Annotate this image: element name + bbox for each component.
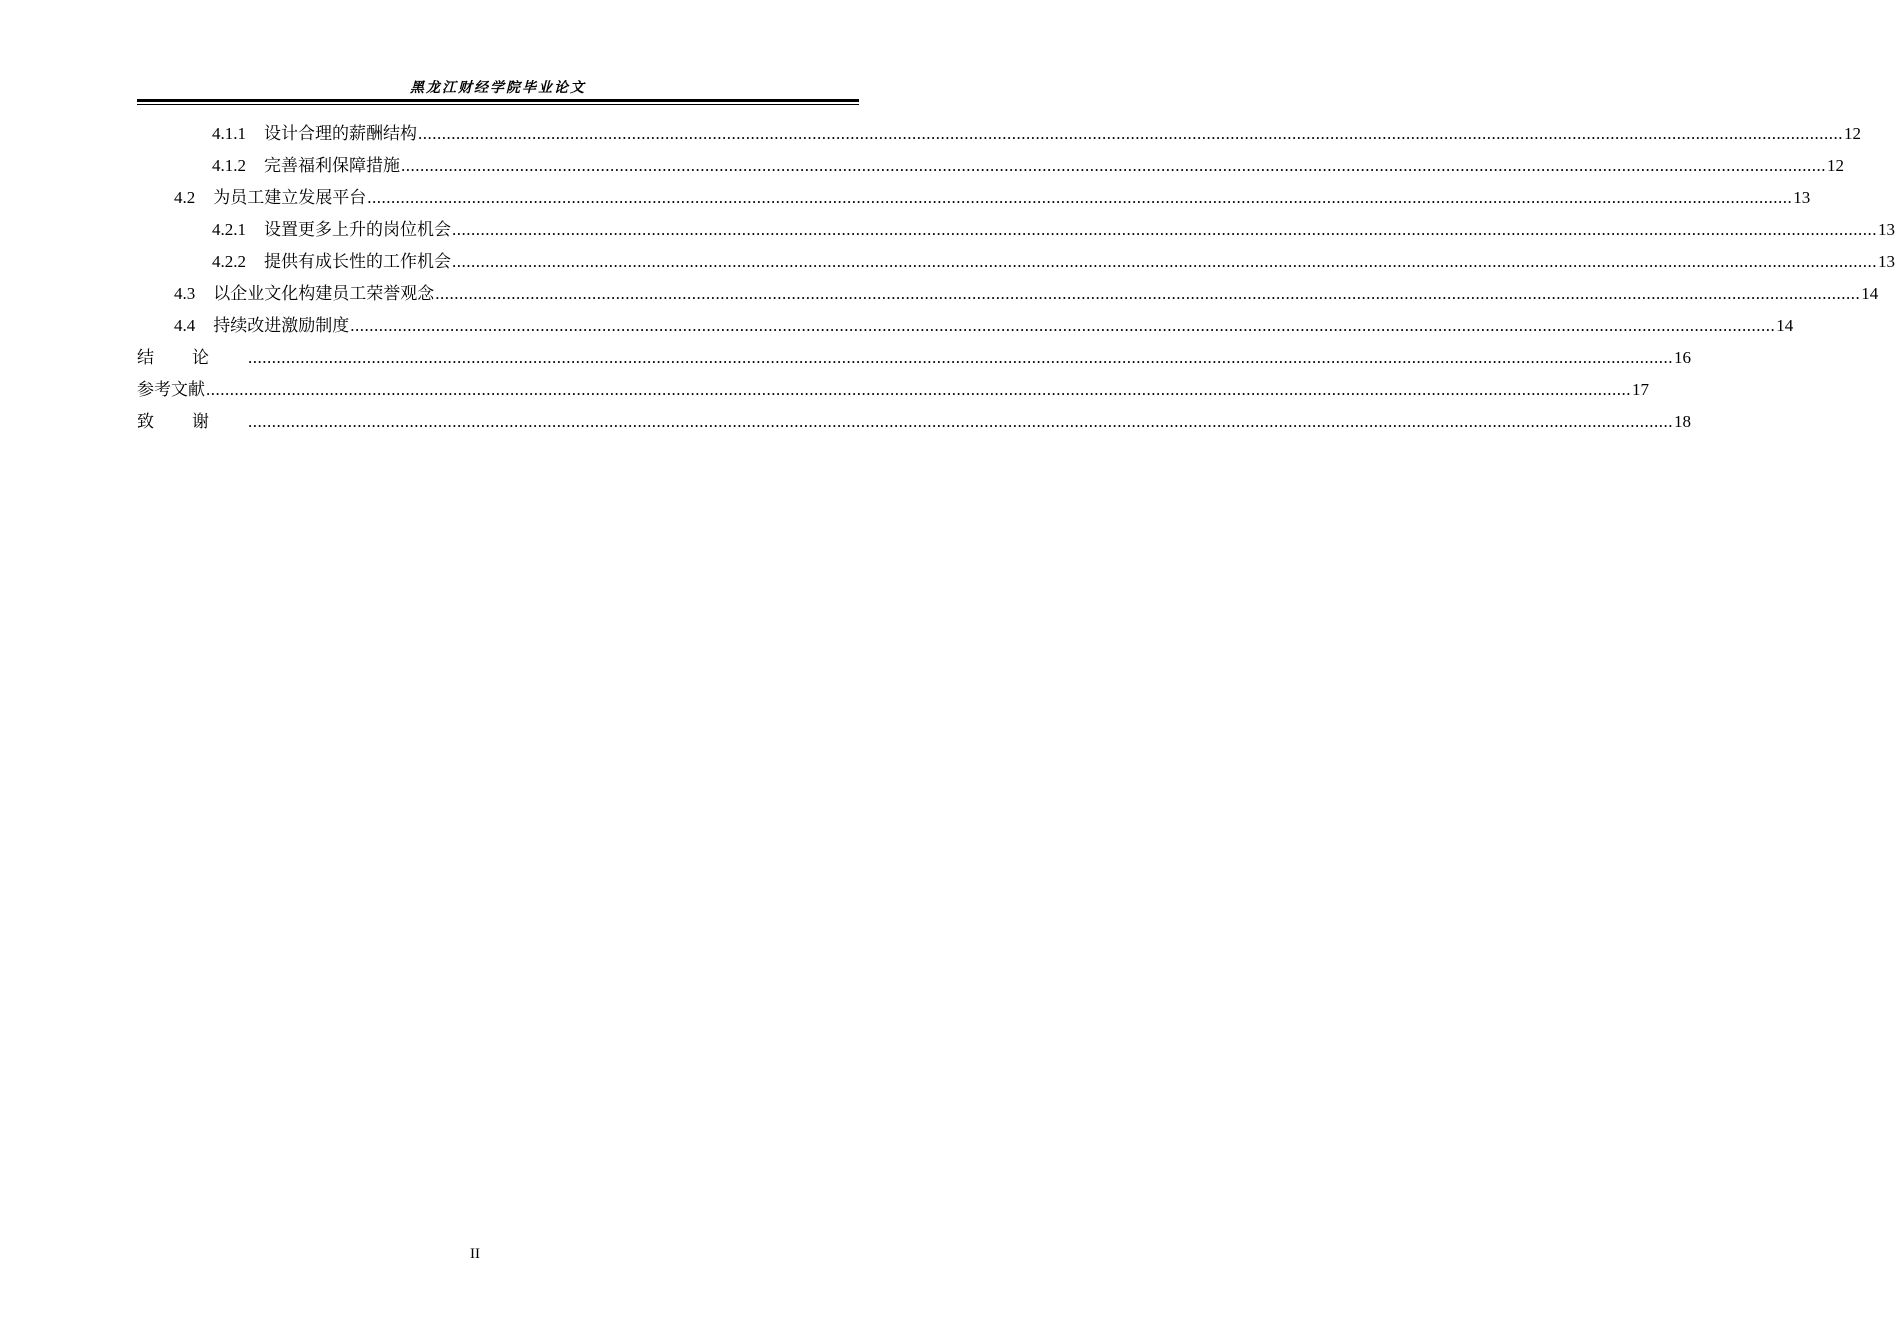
toc-entry-4-2[interactable] bbox=[137, 182, 1811, 214]
toc-entry-page: 13 bbox=[1793, 188, 1811, 207]
toc-entry-title: 设计合理的薪酬结构 bbox=[264, 124, 417, 143]
header-rule-thick bbox=[137, 99, 859, 102]
toc-entry-number: 4.1.1 bbox=[212, 124, 246, 143]
toc-entry-title: 参考文献 bbox=[137, 380, 205, 399]
toc-dot-leader: ............................................................................................................................................................................................................................................................................................................ bbox=[248, 412, 1673, 431]
toc-entry-title: 设置更多上升的岗位机会 bbox=[264, 220, 451, 239]
toc-dot-leader: ............................................................................................................................................................................................................................................................................................................ bbox=[367, 188, 1793, 207]
toc-entry-number: 4.2 bbox=[174, 188, 196, 207]
toc-entry-number: 4.1.2 bbox=[212, 156, 246, 175]
toc-entry-4-4[interactable] bbox=[137, 310, 1794, 342]
toc-entry-number: 4.3 bbox=[174, 284, 196, 303]
toc-entry-references[interactable] bbox=[137, 374, 1649, 406]
toc-entry-page: 13 bbox=[1878, 220, 1895, 239]
toc-entry-number: 4.2.1 bbox=[212, 220, 246, 239]
toc-dot-leader: ............................................................................................................................................................................................................................................................................................................ bbox=[401, 156, 1826, 175]
toc-entry-title: 以企业文化构建员工荣誉观念 bbox=[213, 284, 435, 303]
toc-entry-page: 12 bbox=[1827, 156, 1844, 175]
toc-dot-leader: ............................................................................................................................................................................................................................................................................................................ bbox=[452, 220, 1877, 239]
toc-entry-4-1-1[interactable] bbox=[137, 118, 1861, 150]
toc-entry-4-2-2[interactable] bbox=[137, 246, 1895, 278]
toc-dot-leader: ............................................................................................................................................................................................................................................................................................................ bbox=[452, 252, 1877, 271]
toc-entry-4-3[interactable] bbox=[137, 278, 1879, 310]
toc-entry-conclusion[interactable] bbox=[137, 342, 1691, 374]
toc-entry-title: 持续改进激励制度 bbox=[213, 316, 350, 335]
toc-entry-title: 致谢 bbox=[137, 412, 247, 431]
toc-entry-title: 为员工建立发展平台 bbox=[213, 188, 367, 207]
header-rule-thin bbox=[137, 104, 859, 105]
table-of-contents bbox=[137, 118, 1895, 438]
toc-entry-page: 18 bbox=[1674, 412, 1691, 431]
toc-entry-page: 14 bbox=[1861, 284, 1879, 303]
toc-dot-leader: ............................................................................................................................................................................................................................................................................................................ bbox=[248, 348, 1673, 367]
running-header: 黑龙江财经学院毕业论文 bbox=[410, 81, 586, 96]
toc-entry-title: 完善福利保障措施 bbox=[264, 156, 400, 175]
toc-entry-page: 13 bbox=[1878, 252, 1895, 271]
toc-entry-page: 17 bbox=[1632, 380, 1649, 399]
page-number: II bbox=[470, 1246, 480, 1262]
toc-dot-leader: ............................................................................................................................................................................................................................................................................................................ bbox=[206, 380, 1631, 399]
toc-entry-page: 16 bbox=[1674, 348, 1691, 367]
toc-entry-4-1-2[interactable] bbox=[137, 150, 1844, 182]
toc-entry-page: 12 bbox=[1844, 124, 1861, 143]
toc-dot-leader: ............................................................................................................................................................................................................................................................................................................ bbox=[418, 124, 1843, 143]
toc-entry-number: 4.4 bbox=[174, 316, 196, 335]
toc-entry-page: 14 bbox=[1776, 316, 1794, 335]
toc-entry-title: 结论 bbox=[137, 348, 247, 367]
toc-dot-leader: ............................................................................................................................................................................................................................................................................................................ bbox=[350, 316, 1776, 335]
toc-entry-acknowledgements[interactable] bbox=[137, 406, 1691, 438]
toc-entry-4-2-1[interactable] bbox=[137, 214, 1895, 246]
toc-dot-leader: ............................................................................................................................................................................................................................................................................................................ bbox=[435, 284, 1861, 303]
toc-entry-number: 4.2.2 bbox=[212, 252, 246, 271]
toc-entry-title: 提供有成长性的工作机会 bbox=[264, 252, 451, 271]
